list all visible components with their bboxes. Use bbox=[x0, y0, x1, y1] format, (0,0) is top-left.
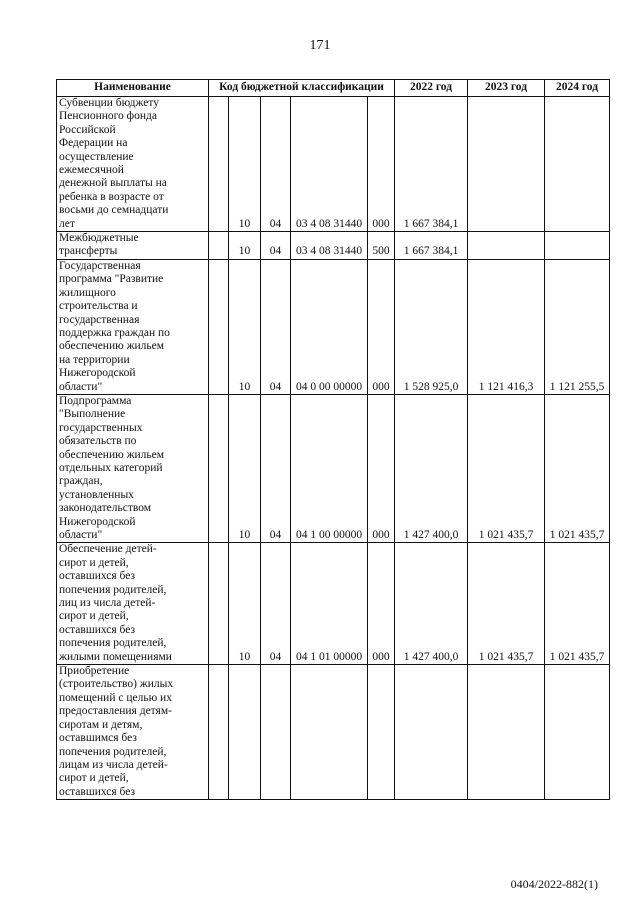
header-2023: 2023 год bbox=[468, 80, 545, 97]
header-2022: 2022 год bbox=[395, 80, 468, 97]
header-code: Код бюджетной классификации bbox=[209, 80, 395, 97]
value-2022: 1 528 925,0 bbox=[395, 259, 468, 394]
budget-table bbox=[56, 79, 610, 800]
table-row bbox=[57, 259, 610, 394]
code-subsection: 04 bbox=[261, 232, 291, 260]
header-2024: 2024 год bbox=[545, 80, 610, 97]
code-col-1 bbox=[209, 232, 229, 260]
value-2023: 1 021 435,7 bbox=[468, 394, 545, 542]
code-expense-type: 000 bbox=[368, 259, 395, 394]
code-section: 10 bbox=[229, 232, 261, 260]
value-2023 bbox=[468, 232, 545, 260]
table-row bbox=[57, 232, 610, 260]
row-name: Субвенции бюджету Пенсионного фонда Российской Федерации на осуществление ежемесячной денежной выплаты на ребенка в возрасте от восьми до семнадцати лет bbox=[57, 97, 209, 232]
table-row bbox=[57, 97, 610, 232]
code-section bbox=[229, 665, 261, 800]
value-2024 bbox=[545, 665, 610, 800]
header-name: Наименование bbox=[57, 80, 209, 97]
value-2022 bbox=[395, 665, 468, 800]
row-name: Приобретение (строительство) жилых помещений с целью их предоставления детям- сиротам и детям, оставшимся без попечения родителей, лицам из числа детей- сирот и детей, оставшихся без bbox=[57, 665, 209, 800]
value-2023 bbox=[468, 665, 545, 800]
document-code: 0404/2022-882(1) bbox=[510, 877, 598, 891]
row-name: Межбюджетные трансферты bbox=[57, 232, 209, 260]
code-expense-type: 500 bbox=[368, 232, 395, 260]
code-subsection bbox=[261, 665, 291, 800]
code-col-1 bbox=[209, 543, 229, 665]
table-row bbox=[57, 665, 610, 800]
code-target-article bbox=[291, 665, 368, 800]
value-2022: 1 427 400,0 bbox=[395, 394, 468, 542]
code-subsection: 04 bbox=[261, 259, 291, 394]
value-2024 bbox=[545, 97, 610, 232]
value-2023: 1 021 435,7 bbox=[468, 543, 545, 665]
code-subsection: 04 bbox=[261, 97, 291, 232]
value-2024: 1 121 255,5 bbox=[545, 259, 610, 394]
code-subsection: 04 bbox=[261, 394, 291, 542]
row-name: Обеспечение детей- сирот и детей, оставшихся без попечения родителей, лиц из числа детей- сирот и детей, оставшихся без попечения родителей, жилыми помещениями bbox=[57, 543, 209, 665]
code-section: 10 bbox=[229, 543, 261, 665]
code-target-article: 04 1 01 00000 bbox=[291, 543, 368, 665]
code-col-1 bbox=[209, 394, 229, 542]
code-section: 10 bbox=[229, 394, 261, 542]
row-name: Подпрограмма "Выполнение государственных обязательств по обеспечению жильем отдельных категорий граждан, установленных законодательством Нижегородской области" bbox=[57, 394, 209, 542]
table-row bbox=[57, 394, 610, 542]
value-2023: 1 121 416,3 bbox=[468, 259, 545, 394]
code-expense-type: 000 bbox=[368, 543, 395, 665]
code-expense-type: 000 bbox=[368, 394, 395, 542]
value-2023 bbox=[468, 97, 545, 232]
row-name: Государственная программа "Развитие жилищного строительства и государственная поддержка граждан по обеспечению жильем на территории Нижегородской области" bbox=[57, 259, 209, 394]
code-target-article: 04 1 00 00000 bbox=[291, 394, 368, 542]
value-2024: 1 021 435,7 bbox=[545, 543, 610, 665]
code-target-article: 04 0 00 00000 bbox=[291, 259, 368, 394]
code-target-article: 03 4 08 31440 bbox=[291, 232, 368, 260]
code-section: 10 bbox=[229, 259, 261, 394]
value-2022: 1 667 384,1 bbox=[395, 97, 468, 232]
code-expense-type bbox=[368, 665, 395, 800]
table-row bbox=[57, 543, 610, 665]
code-col-1 bbox=[209, 665, 229, 800]
table-header-row bbox=[57, 80, 610, 97]
code-section: 10 bbox=[229, 97, 261, 232]
value-2024: 1 021 435,7 bbox=[545, 394, 610, 542]
code-col-1 bbox=[209, 259, 229, 394]
page-number: 171 bbox=[309, 38, 331, 53]
value-2024 bbox=[545, 232, 610, 260]
code-target-article: 03 4 08 31440 bbox=[291, 97, 368, 232]
code-subsection: 04 bbox=[261, 543, 291, 665]
code-col-1 bbox=[209, 97, 229, 232]
value-2022: 1 667 384,1 bbox=[395, 232, 468, 260]
value-2022: 1 427 400,0 bbox=[395, 543, 468, 665]
code-expense-type: 000 bbox=[368, 97, 395, 232]
